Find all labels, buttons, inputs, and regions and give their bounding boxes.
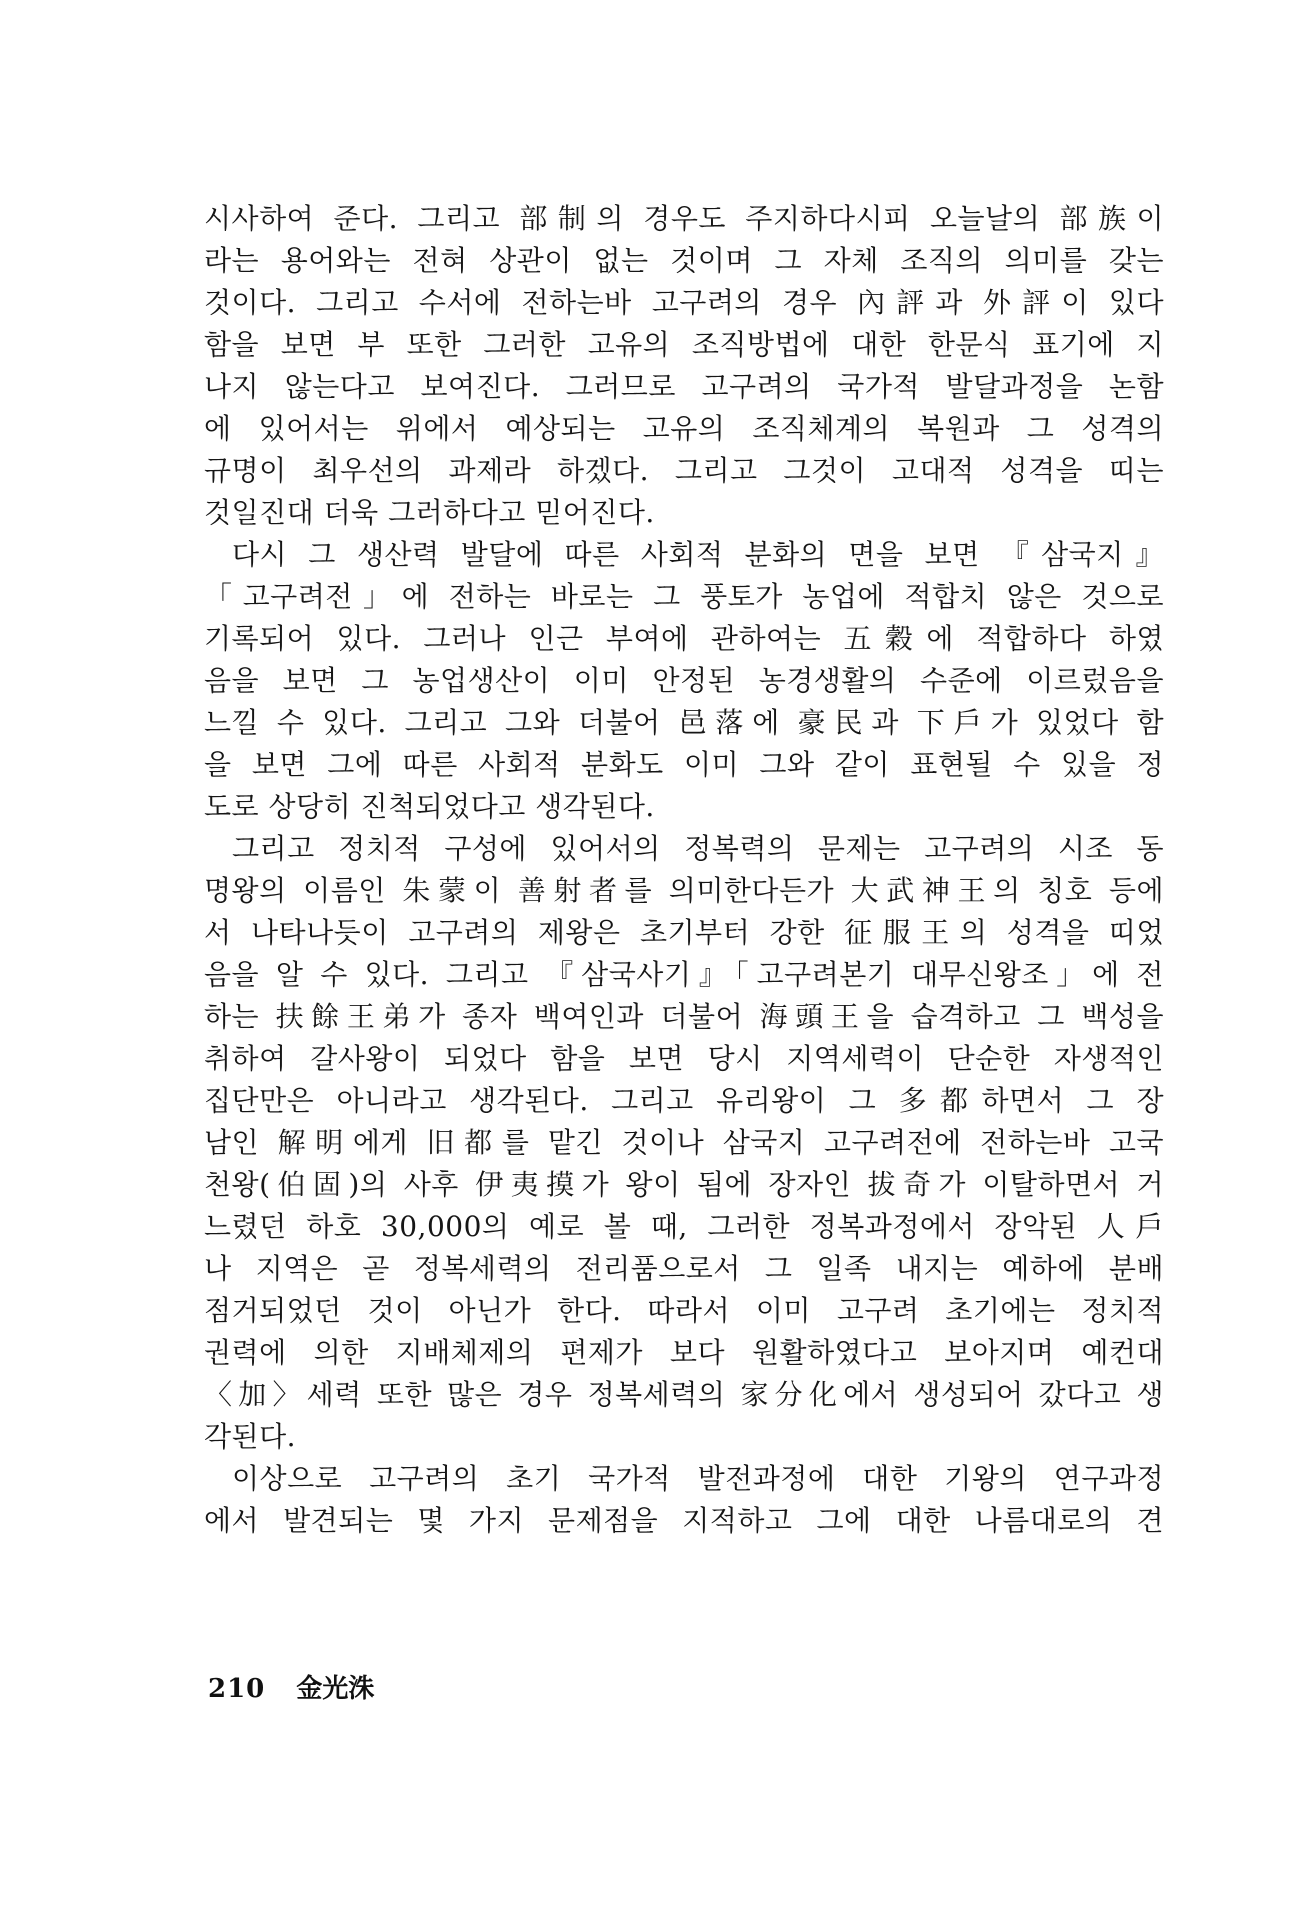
text-line: 「고구려전」에 전하는 바로는 그 풍토가 농업에 적합치 않은 것으로 <box>204 580 1164 613</box>
page-number: 210 <box>208 1674 266 1704</box>
text-line: 것이다. 그리고 수서에 전하는바 고구려의 경우 內評과 外評이 있다 <box>204 286 1164 319</box>
text-line: 음을 알 수 있다. 그리고 『삼국사기』「고구려본기 대무신왕조」에 전 <box>204 958 1164 991</box>
text-line: 에서 발견되는 몇 가지 문제점을 지적하고 그에 대한 나름대로의 견 <box>204 1504 1164 1537</box>
text-line: 집단만은 아니라고 생각된다. 그리고 유리왕이 그 多都하면서 그 장 <box>204 1084 1164 1117</box>
text-line: 시사하여 준다. 그리고 部制의 경우도 주지하다시피 오늘날의 部族이 <box>204 202 1164 235</box>
text-line: 것일진대 더욱 그러하다고 믿어진다. <box>204 496 655 529</box>
text-line: 도로 상당히 진척되었다고 생각된다. <box>204 790 655 823</box>
text-line: 에 있어서는 위에서 예상되는 고유의 조직체계의 복원과 그 성격의 <box>204 412 1164 445</box>
body-text <box>204 198 1164 1542</box>
paragraph-4 <box>204 1458 1164 1542</box>
text-line: 천왕(伯固)의 사후 伊夷摸가 왕이 됨에 장자인 拔奇가 이탈하면서 거 <box>204 1168 1164 1201</box>
text-line: 을 보면 그에 따른 사회적 분화도 이미 그와 같이 표현될 수 있을 정 <box>204 748 1164 781</box>
text-line: 라는 용어와는 전혀 상관이 없는 것이며 그 자체 조직의 의미를 갖는 <box>204 244 1164 277</box>
text-line: 나 지역은 곧 정복세력의 전리품으로서 그 일족 내지는 예하에 분배 <box>204 1252 1164 1285</box>
paragraph-2 <box>204 534 1164 828</box>
text-line: 점거되었던 것이 아닌가 한다. 따라서 이미 고구려 초기에는 정치적 <box>204 1294 1164 1327</box>
text-line: 기록되어 있다. 그러나 인근 부여에 관하여는 五穀에 적합하다 하였 <box>204 622 1164 655</box>
text-line: 느렸던 하호 30,000의 예로 볼 때, 그러한 정복과정에서 장악된 人戶 <box>204 1210 1164 1243</box>
text-line: 남인 解明에게 旧都를 맡긴 것이나 삼국지 고구려전에 전하는바 고국 <box>204 1126 1164 1159</box>
text-line: 하는 扶餘王弟가 종자 백여인과 더불어 海頭王을 습격하고 그 백성을 <box>204 1000 1164 1033</box>
text-line: 다시 그 생산력 발달에 따른 사회적 분화의 면을 보면 『삼국지』 <box>232 538 1164 571</box>
paragraph-3 <box>204 828 1164 1458</box>
text-line: 나지 않는다고 보여진다. 그러므로 고구려의 국가적 발달과정을 논함 <box>204 370 1164 403</box>
text-line: 규명이 최우선의 과제라 하겠다. 그리고 그것이 고대적 성격을 띠는 <box>204 454 1164 487</box>
author-name: 金光洙 <box>296 1674 375 1704</box>
text-line: 그리고 정치적 구성에 있어서의 정복력의 문제는 고구려의 시조 동 <box>232 832 1164 865</box>
text-line: 음을 보면 그 농업생산이 이미 안정된 농경생활의 수준에 이르렀음을 <box>204 664 1164 697</box>
text-line: 느낄 수 있다. 그리고 그와 더불어 邑落에 豪民과 下戶가 있었다 함 <box>204 706 1164 739</box>
text-line: 취하여 갈사왕이 되었다 함을 보면 당시 지역세력이 단순한 자생적인 <box>204 1042 1164 1075</box>
text-line: 이상으로 고구려의 초기 국가적 발전과정에 대한 기왕의 연구과정 <box>232 1462 1164 1495</box>
paragraph-1 <box>204 198 1164 534</box>
text-line: 권력에 의한 지배체제의 편제가 보다 원활하였다고 보아지며 예컨대 <box>204 1336 1164 1369</box>
text-line: 각된다. <box>204 1420 297 1453</box>
page-footer <box>208 1668 374 1705</box>
text-line: 함을 보면 부 또한 그러한 고유의 조직방법에 대한 한문식 표기에 지 <box>204 328 1164 361</box>
text-line: 서 나타나듯이 고구려의 제왕은 초기부터 강한 征服王의 성격을 띠었 <box>204 916 1164 949</box>
text-line: 명왕의 이름인 朱蒙이 善射者를 의미한다든가 大武神王의 칭호 등에 <box>204 874 1164 907</box>
text-line: 〈加〉세력 또한 많은 경우 정복세력의 家分化에서 생성되어 갔다고 생 <box>204 1378 1164 1411</box>
